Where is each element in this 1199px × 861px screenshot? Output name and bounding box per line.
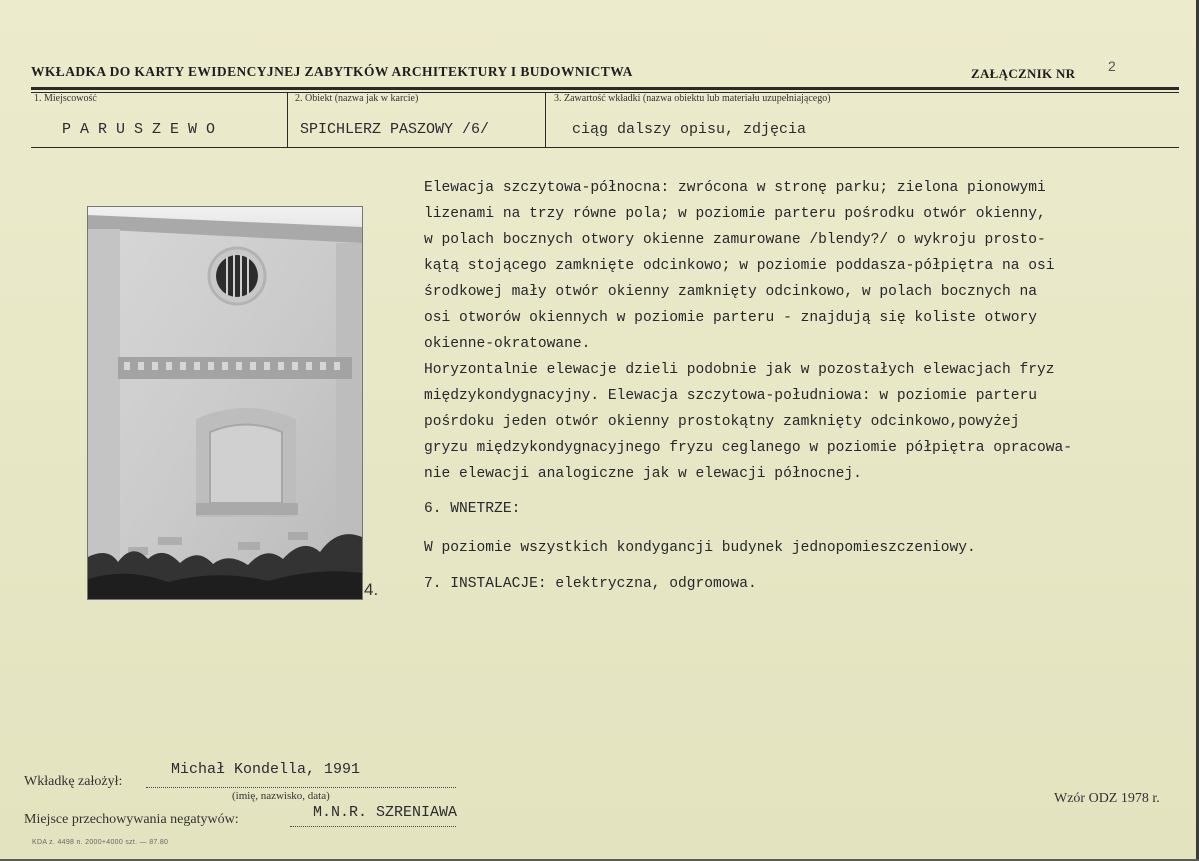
form-template-label: Wzór ODZ 1978 r. [1054, 791, 1160, 806]
field-divider-1 [287, 92, 288, 148]
description-line: lizenami na trzy równe pola; w poziomie parteru pośrodku otwór okienny, [424, 206, 1046, 222]
description-line: pośrdoku jeden otwór okienny prostokątny zamknięty odcinkowo,powyżej [424, 414, 1020, 430]
description-line: osi otworów okiennych w poziomie parteru - znajdują się koliste otwory [424, 310, 1038, 326]
header-rule-thick [31, 87, 1179, 90]
description-line: Horyzontalnie elewacje dzieli podobnie jak w pozostałych elewacjach fryz [424, 362, 1055, 378]
description-text [424, 175, 1184, 487]
description-line: w polach bocznych otwory okienne zamurowane /blendy?/ o wykroju prosto- [424, 232, 1046, 248]
print-note: KDA z. 4498 n. 2000+4000 szt. — 87.80 [32, 839, 169, 846]
description-line: Elewacja szczytowa-północna: zwrócona w stronę parku; zielona pionowymi [424, 180, 1046, 196]
annex-number: 2 [1108, 58, 1116, 74]
fields-rule-bottom [31, 147, 1179, 148]
description-line: międzykondygnacyjny. Elewacja szczytowa-południowa: w poziomie parteru [424, 388, 1038, 404]
content-value: ciąg dalszy opisu, zdjęcia [572, 121, 807, 138]
author-dotline [146, 787, 456, 788]
storage-label: Miejsce przechowywania negatywów: [24, 812, 239, 827]
building-photo [88, 207, 362, 599]
building-photo-image [88, 207, 362, 599]
description-line: gryzu międzykondygnacyjnego fryzu ceglanego w poziomie półpiętra opracowa- [424, 440, 1073, 456]
object-value: SPICHLERZ PASZOWY /6/ [300, 121, 490, 138]
section-6-text: W poziomie wszystkich kondygancji budynek jednopomieszczeniowy. [424, 540, 976, 556]
description-line: środkowej mały otwór okienny zamknięty odcinkowo, w polach bocznych na [424, 284, 1038, 300]
form-title: WKŁADKA DO KARTY EWIDENCYJNEJ ZABYTKÓW ARCHITEKTURY I BUDOWNICTWA [31, 64, 633, 79]
description-line: nie elewacji analogiczne jak w elewacji północnej. [424, 466, 862, 482]
storage-value: M.N.R. SZRENIAWA [313, 804, 458, 821]
author-label: Wkładkę założył: [24, 774, 123, 789]
description-line: kątą stojącego zamknięte odcinkowo; w poziomie poddasza-półpiętra na osi [424, 258, 1055, 274]
author-value: Michał Kondella, 1991 [171, 761, 361, 778]
description-line: okienne-okratowane. [424, 336, 591, 352]
section-6-heading: 6. WNETRZE: [424, 501, 521, 517]
section-7-text: 7. INSTALACJE: elektryczna, odgromowa. [424, 576, 757, 592]
author-hint: (imię, nazwisko, data) [232, 790, 330, 802]
field-divider-2 [545, 92, 546, 148]
storage-dotline [290, 826, 456, 827]
place-label: 1. Miejscowość [34, 93, 97, 104]
annex-label: ZAŁĄCZNIK NR [971, 66, 1076, 81]
place-value: PARUSZEWO [62, 121, 225, 138]
photo-number: 4. [364, 580, 379, 599]
content-label: 3. Zawartość wkładki (nazwa obiektu lub materiału uzupełniającego) [554, 93, 831, 104]
object-label: 2. Obiekt (nazwa jak w karcie) [295, 93, 419, 104]
